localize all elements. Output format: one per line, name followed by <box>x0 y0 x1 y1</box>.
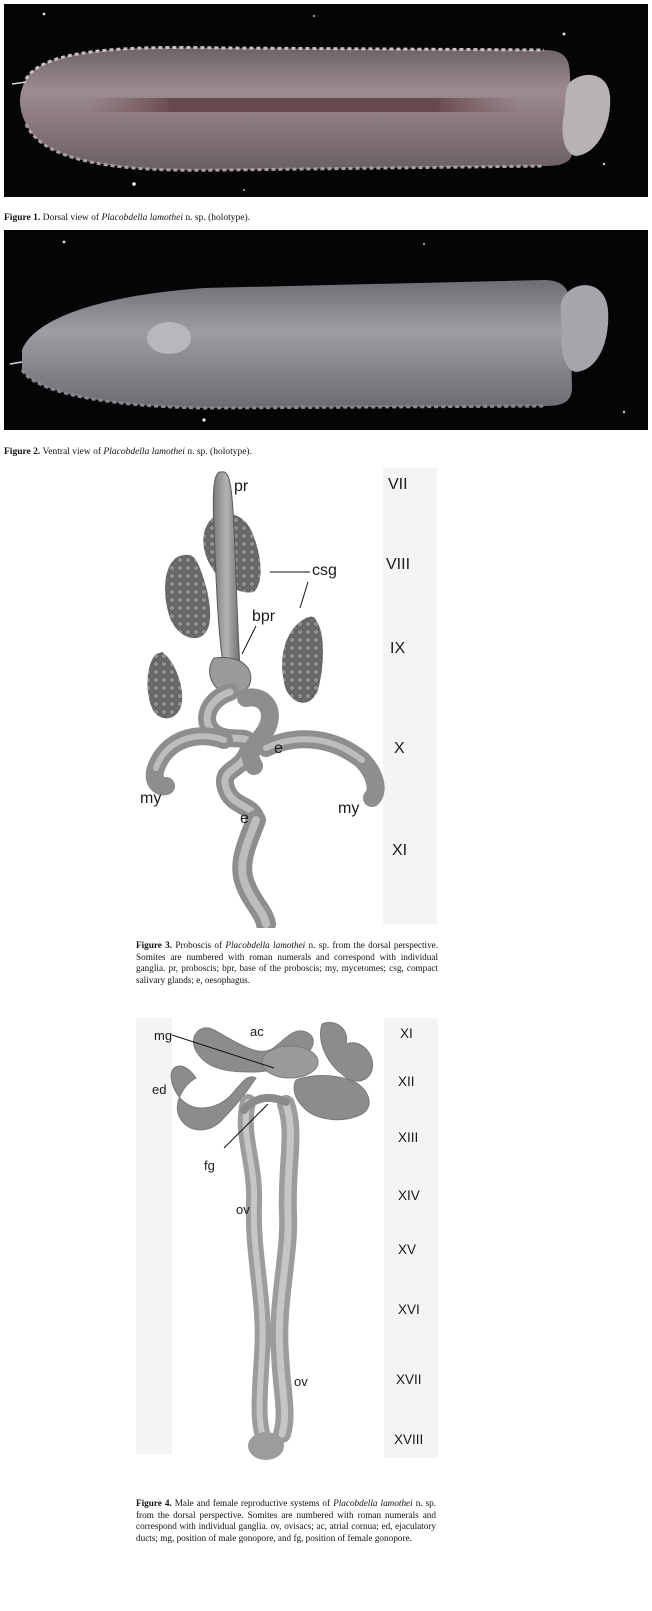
figure-3-diagram <box>136 468 436 928</box>
figure-3-text: Proboscis of <box>175 940 223 950</box>
label-pr: pr <box>234 478 249 495</box>
figure-1-caption <box>4 212 250 224</box>
figure-4-caption <box>136 1498 436 1544</box>
ventral-view-photo <box>4 230 648 430</box>
somite-viii-fig3: VIII <box>386 556 411 573</box>
label-ac: ac <box>250 1024 264 1039</box>
figure-3-species: Placobdella lamothei <box>225 940 306 950</box>
figure-1-label: Figure 1. <box>4 213 41 223</box>
somite-xi-fig3: XI <box>392 842 408 859</box>
figure-4-species-genus: Placobdella <box>333 1498 378 1508</box>
leech-ventral-illustration <box>4 230 648 430</box>
somite-ix-fig3: IX <box>390 640 406 657</box>
somite-vii-fig3: VII <box>388 476 408 493</box>
figure-1-text: Dorsal view of <box>42 213 100 223</box>
label-ed: ed <box>152 1082 167 1097</box>
label-e-lower: e <box>240 810 249 827</box>
somite-xv-fig4: XV <box>398 1242 417 1257</box>
figure-3-label: Figure 3. <box>136 940 173 950</box>
somite-x-fig3: X <box>394 740 405 757</box>
label-bpr: bpr <box>252 608 276 625</box>
figure-1-species: Placobdella lamothei <box>101 213 183 223</box>
leech-dorsal-illustration <box>4 4 648 197</box>
label-fg: fg <box>204 1158 215 1173</box>
figure-2-text-post: n. sp. (holotype). <box>187 447 252 457</box>
label-my-left: my <box>140 790 162 807</box>
figure-1-text-post: n. sp. (holotype). <box>185 213 251 223</box>
somite-xi-fig4: XI <box>400 1026 413 1041</box>
figure-2-species: Placobdella lamothei <box>103 447 185 457</box>
reproductive-system-illustration <box>136 1014 436 1464</box>
figure-4-label: Figure 4. <box>136 1498 172 1508</box>
label-mg: mg <box>154 1028 173 1043</box>
label-ov-upper: ov <box>236 1202 250 1217</box>
figure-2-caption <box>4 446 252 458</box>
somite-xiii-fig4: XIII <box>398 1130 419 1145</box>
proboscis-illustration <box>136 468 436 928</box>
label-e-upper: e <box>274 740 283 757</box>
somite-xii-fig4: XII <box>398 1074 415 1089</box>
somite-xviii-fig4: XVIII <box>394 1432 424 1447</box>
somite-xiv-fig4: XIV <box>398 1188 420 1203</box>
figure-2-label: Figure 2. <box>4 447 41 457</box>
figure-4-text: Male and female reproductive systems of <box>174 1498 331 1508</box>
figure-4-text-post: n. sp. from the dorsal perspective. Somites are numbered with roman numerals and correspond with individual ganglia. ov, ovisacs; ac, atrial cornua; ed, ejaculatory ducts; mg, position of male gonopore, and fg, position of female gonopore. <box>136 1498 437 1543</box>
somite-xvii-fig4: XVII <box>396 1372 422 1387</box>
figure-4-diagram <box>136 1014 436 1464</box>
somite-xvi-fig4: XVI <box>398 1302 420 1317</box>
label-ov-lower: ov <box>294 1374 308 1389</box>
figure-3-caption <box>136 940 438 986</box>
figure-3-text-post: n. sp. from the dorsal perspective. Somites are numbered with roman numerals and correspond with individual ganglia. pr, proboscis; bpr, base of the proboscis; my, mycetomes; csg, compact salivary glands; e, oesophagus. <box>136 940 439 985</box>
figure-2-text: Ventral view of <box>42 447 102 457</box>
figure-4-species-epithet: lamothei <box>380 1498 413 1508</box>
label-my-right: my <box>338 800 360 817</box>
label-csg: csg <box>312 562 337 579</box>
dorsal-view-photo <box>4 4 648 197</box>
